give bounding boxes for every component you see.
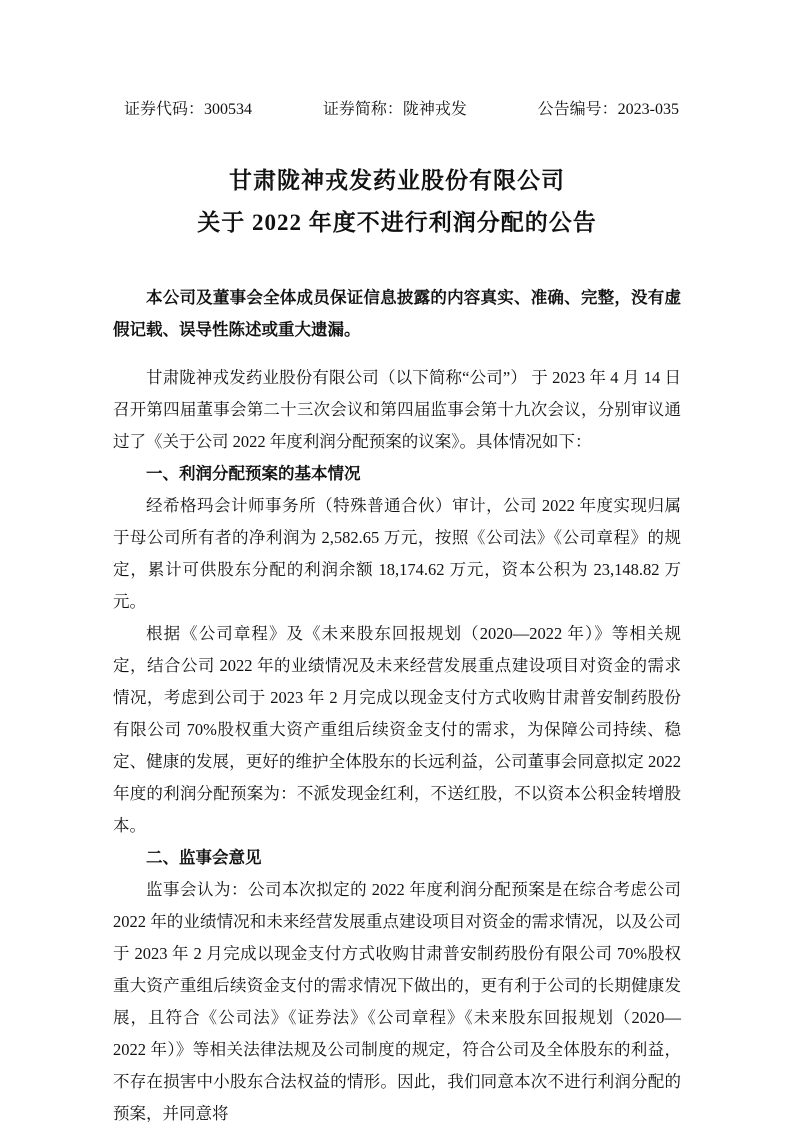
body-paragraph-plan-details: 根据《公司章程》及《未来股东回报规划（2020—2022 年）》等相关规定，结合公司 2022 年的业绩情况及未来经营发展重点建设项目对资金的需求情况，考虑到公司于 2023 年 2 月完成以现金支付方式收购甘肃普安制药股份有限公司 70%股权重大资产重组后续资金支付的需求，为保障公司持续、稳定、健康的发展，更好的维护全体股东的长远利益，公司董事会同意拟定 2022 年度的利润分配预案为：不派发现金红利，不送红股，不以资本公积金转增股本。 xyxy=(113,624,681,835)
document-header xyxy=(113,100,681,120)
section-heading-1: 一、利润分配预案的基本情况 xyxy=(146,464,361,483)
announcement-title: 关于 2022 年度不进行利润分配的公告 xyxy=(197,210,597,235)
title-block xyxy=(113,160,681,244)
body-paragraph-supervisory-opinion: 监事会认为：公司本次拟定的 2022 年度利润分配预案是在综合考虑公司 2022 年的业绩情况和未来经营发展重点建设项目对资金的需求情况，以及公司于 2023 年 2 月完成以现金支付方式收购甘肃普安制药股份有限公司 70%股权重大资产重组后续资金支付的需求情况下做出的，更有利于公司的长期健康发展，且符合《公司法》《证券法》《公司章程》《未来股东回报规划（2020—2022 年）》等相关法律法规及公司制度的规定，符合公司及全体股东的利益，不存在损害中小股东合法权益的情形。因此，我们同意本次不进行利润分配的预案，并同意将 xyxy=(113,880,681,1122)
disclosure-statement: 本公司及董事会全体成员保证信息披露的内容真实、准确、完整，没有虚假记载、误导性陈述或重大遗漏。 xyxy=(113,288,681,339)
stock-code-label: 证券代码：300534 xyxy=(124,101,253,118)
section-heading-2: 二、监事会意见 xyxy=(146,848,262,867)
announcement-number-label: 公告编号：2023-035 xyxy=(537,101,679,118)
company-name-title: 甘肃陇神戎发药业股份有限公司 xyxy=(229,168,565,193)
body-paragraph-intro: 甘肃陇神戎发药业股份有限公司（以下简称“公司”） 于 2023 年 4 月 14 日召开第四届董事会第二十三次会议和第四届监事会第十九次会议，分别审议通过了《关于公司 2022 年度利润分配预案的议案》。具体情况如下： xyxy=(113,368,681,451)
stock-name-label: 证券简称：陇神戎发 xyxy=(322,101,467,118)
document-body xyxy=(113,362,681,1122)
body-paragraph-audit-figures: 经希格玛会计师事务所（特殊普通合伙）审计，公司 2022 年度实现归属于母公司所有者的净利润为 2,582.65 万元，按照《公司法》《公司章程》的规定，累计可供股东分配的利润余额 18,174.62 万元，资本公积为 23,148.82 万元。 xyxy=(113,496,681,611)
